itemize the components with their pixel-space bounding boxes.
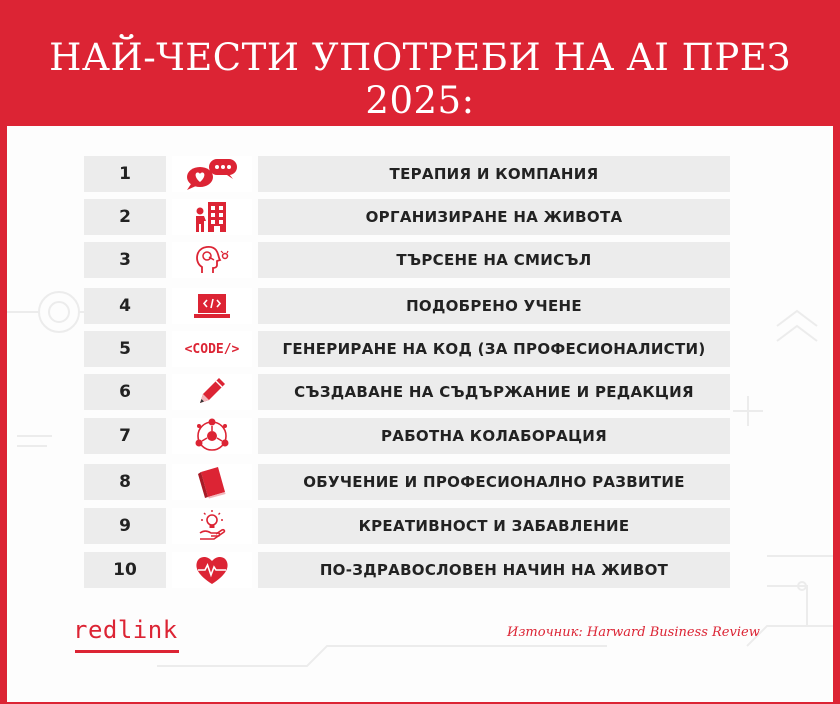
row-label: ОРГАНИЗИРАНЕ НА ЖИВОТА bbox=[258, 199, 730, 235]
table-row bbox=[84, 418, 730, 454]
row-label: СЪЗДАВАНЕ НА СЪДЪРЖАНИЕ И РЕДАКЦИЯ bbox=[258, 374, 730, 410]
laptop-code-icon bbox=[192, 291, 232, 321]
row-label: ПО-ЗДРАВОСЛОВЕН НАЧИН НА ЖИВОТ bbox=[258, 552, 730, 588]
row-label: ОБУЧЕНИЕ И ПРОФЕСИОНАЛНО РАЗВИТИЕ bbox=[258, 464, 730, 500]
row-number: 8 bbox=[84, 464, 166, 500]
table-row bbox=[84, 508, 730, 544]
table-row bbox=[84, 331, 730, 367]
redlink-logo bbox=[73, 616, 183, 658]
row-label: КРЕАТИВНОСТ И ЗАБАВЛЕНИЕ bbox=[258, 508, 730, 544]
row-number: 10 bbox=[84, 552, 166, 588]
chat-bubbles-heart-icon bbox=[183, 157, 241, 191]
row-label: ТЪРСЕНЕ НА СМИСЪЛ bbox=[258, 242, 730, 278]
row-label: ГЕНЕРИРАНЕ НА КОД (ЗА ПРОФЕСИОНАЛИСТИ) bbox=[258, 331, 730, 367]
pencil-icon bbox=[192, 375, 232, 409]
book-icon bbox=[192, 465, 232, 499]
logo-underline bbox=[75, 650, 179, 653]
heart-pulse-icon bbox=[192, 553, 232, 587]
row-number: 7 bbox=[84, 418, 166, 454]
row-number: 9 bbox=[84, 508, 166, 544]
table-row bbox=[84, 242, 730, 278]
row-number: 2 bbox=[84, 199, 166, 235]
row-label: ТЕРАПИЯ И КОМПАНИЯ bbox=[258, 156, 730, 192]
table-row bbox=[84, 199, 730, 235]
logo-text: redlink bbox=[73, 616, 178, 644]
content-card bbox=[7, 126, 833, 702]
row-number: 5 bbox=[84, 331, 166, 367]
row-label: РАБОТНА КОЛАБОРАЦИЯ bbox=[258, 418, 730, 454]
table-row bbox=[84, 156, 730, 192]
code-tag-icon: <CODE/> bbox=[184, 341, 240, 357]
table-row bbox=[84, 464, 730, 500]
header-title: НАЙ-ЧЕСТИ УПОТРЕБИ НА AI ПРЕЗ 2025: bbox=[49, 36, 791, 122]
table-row bbox=[84, 288, 730, 324]
team-network-icon bbox=[192, 418, 232, 454]
row-number: 6 bbox=[84, 374, 166, 410]
person-building-icon bbox=[192, 200, 232, 234]
table-row bbox=[84, 374, 730, 410]
source-note: Източник: Harward Business Review bbox=[507, 625, 760, 640]
head-thinking-icon bbox=[192, 243, 232, 277]
table-row bbox=[84, 552, 730, 588]
lightbulb-hand-icon bbox=[192, 509, 232, 543]
row-label: ПОДОБРЕНО УЧЕНЕ bbox=[258, 288, 730, 324]
row-number: 4 bbox=[84, 288, 166, 324]
row-number: 1 bbox=[84, 156, 166, 192]
row-number: 3 bbox=[84, 242, 166, 278]
